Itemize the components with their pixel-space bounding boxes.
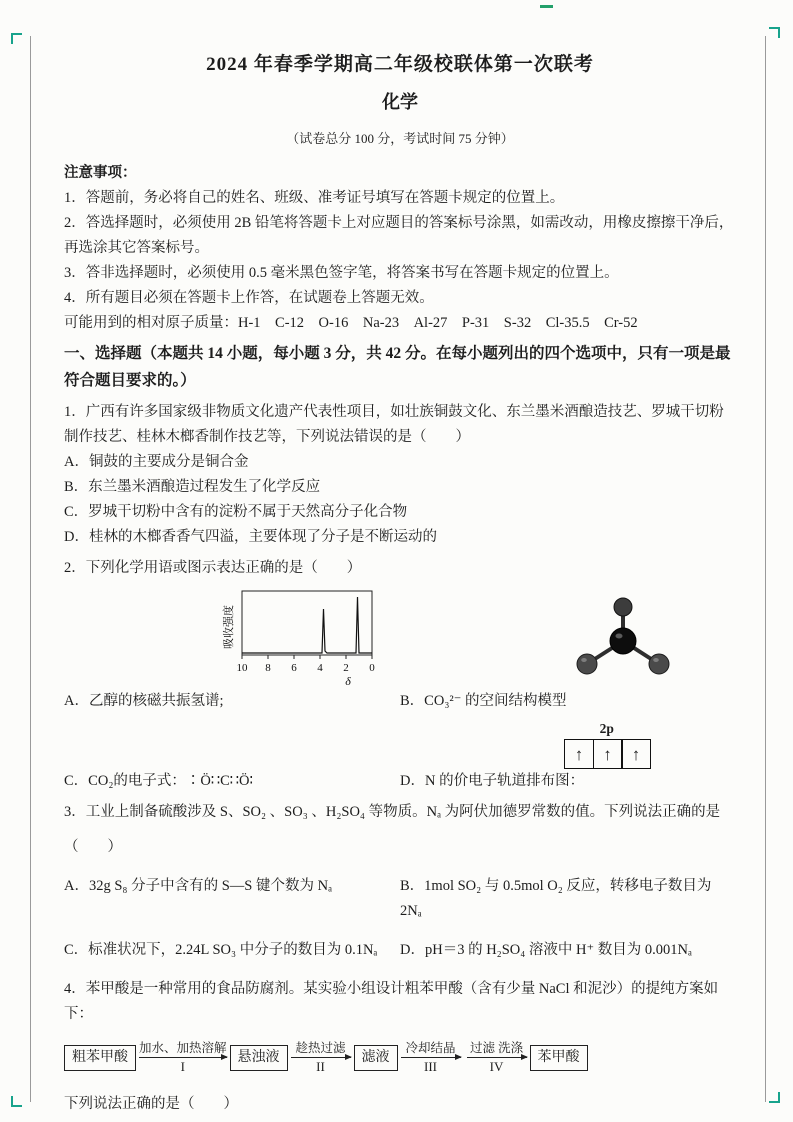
registration-mark-top-right (769, 27, 780, 38)
nmr-plot-frame (242, 591, 372, 655)
q3-option-a: A．32g S₈ 分子中含有的 S—S 键个数为 Nₐ (64, 878, 333, 894)
arrow-right-icon (467, 1057, 527, 1058)
exam-meta: （试卷总分 100 分，考试时间 75 分钟） (286, 131, 514, 146)
atom-highlight (653, 658, 659, 662)
q3-stem-parentheses: （ ） (64, 839, 122, 855)
q3-option-d: D．pH＝3 的 H₂SO₄ 溶液中 H⁺ 数目为 0.001Nₐ (400, 942, 692, 958)
q3-option-b: B．1mol SO₂ 与 0.5mol O₂ 反应，转移电子数目为 2Nₐ (400, 878, 712, 919)
notice-item-4: 4．所有题目必须在答题卡上作答，在试题卷上答题无效。 (64, 290, 434, 306)
q1-option-b: B．东兰墨米酒酿造过程发生了化学反应 (64, 479, 321, 495)
flow-box-suspension: 悬浊液 (230, 1045, 288, 1071)
nmr-tick-label: 10 (236, 662, 248, 674)
q2-option-c: C．CO₂的电子式：∶Ö∷C∷Ö∶ (64, 773, 254, 789)
arrow-right-icon (139, 1057, 227, 1058)
q2-figures (222, 587, 736, 689)
q3-option-c: C．标准状况下，2.24L SO₃ 中分子的数目为 0.1Nₐ (64, 942, 378, 958)
nmr-tick-label: 0 (369, 662, 375, 674)
exam-title: 2024 年春季学期高二年级校联体第一次联考 (206, 54, 594, 75)
flow-step-label: 趁热过滤 (295, 1041, 346, 1055)
q3-options-cd (64, 938, 736, 963)
oxygen-atom (614, 598, 632, 616)
nmr-tick-label: 6 (291, 662, 297, 674)
nmr-spectrum-chart (222, 587, 394, 689)
nmr-y-axis-label: 吸收强度 (223, 605, 235, 649)
flow-box-filtrate: 滤液 (354, 1045, 398, 1071)
oxygen-atom (577, 654, 597, 674)
notices-heading: 注意事项： (64, 165, 137, 181)
orbital-box: ↑ (593, 739, 623, 769)
carbonate-ion-model (564, 589, 682, 689)
orbital-diagram (564, 720, 650, 769)
notice-item-3: 3．答非选择题时，必须使用 0.5 毫米黑色签字笔，将答案书写在答题卡规定的位置上。 (64, 265, 619, 281)
flow-step-label: 加水、加热溶解 (139, 1041, 227, 1055)
q1-option-a: A．铜鼓的主要成分是铜合金 (64, 454, 249, 470)
q1-option-d: D．桂林的木榔香香气四溢，主要体现了分子是不断运动的 (64, 529, 437, 545)
registration-mark-bottom-right (769, 1092, 780, 1103)
registration-mark-bottom-left (11, 1096, 22, 1107)
oxygen-atom (649, 654, 669, 674)
orbital-boxes (564, 739, 650, 769)
nmr-trace (242, 597, 372, 653)
registration-dash (540, 5, 553, 8)
q2-option-a: A．乙醇的核磁共振氢谱; (64, 693, 224, 709)
section-one-heading: 一、选择题（本题共 14 小题，每小题 3 分，共 42 分。在每小题列出的四个选项中，只有一项是最符合题目要求的。） (64, 345, 731, 389)
flow-box-crude-benzoic-acid: 粗苯甲酸 (64, 1045, 136, 1071)
q4-tail: 下列说法正确的是（ ） (64, 1096, 238, 1112)
left-border-line (30, 36, 31, 1102)
subject-title: 化学 (382, 92, 418, 112)
nmr-tick-label: 8 (265, 662, 271, 674)
orbital-box: ↑ (564, 739, 594, 769)
flow-step-label: 冷却结晶 (405, 1041, 456, 1055)
notice-item-2: 2．答选择题时，必须使用 2B 铅笔将答题卡上对应题目的答案标号涂黑，如需改动，用橡皮擦擦干净后，再选涂其它答案标号。 (64, 215, 734, 256)
exam-content (64, 52, 736, 1117)
flow-step-label: 过滤 洗涤 (469, 1041, 524, 1055)
purification-flowchart (64, 1039, 736, 1076)
flow-step-2 (288, 1039, 354, 1076)
carbon-atom (610, 628, 636, 654)
q2-option-d: D．N 的价电子轨道排布图： (400, 773, 585, 789)
atom-highlight (581, 658, 587, 662)
flow-step-number: IV (489, 1059, 504, 1074)
q1-option-c: C．罗城干切粉中含有的淀粉不属于天然高分子化合物 (64, 504, 408, 520)
arrow-right-icon (291, 1057, 351, 1058)
flow-step-number: II (316, 1059, 325, 1074)
atomic-mass-line: 可能用到的相对原子质量：H-1 C-12 O-16 Na-23 Al-27 P-31 S-32 Cl-35.5 Cr-52 (64, 315, 638, 331)
flow-step-number: I (180, 1059, 185, 1074)
registration-mark-top-left (11, 33, 22, 44)
atom-highlight (616, 634, 623, 639)
flow-step-1 (136, 1039, 230, 1076)
flow-box-benzoic-acid: 苯甲酸 (530, 1045, 588, 1071)
q3-options-ab (64, 874, 736, 924)
orbital-sublevel-label: 2p (599, 721, 614, 736)
q2-options-cd (64, 769, 736, 794)
arrow-right-icon (401, 1057, 461, 1058)
q4-stem: 4．苯甲酸是一种常用的食品防腐剂。某实验小组设计粗苯甲酸（含有少量 NaCl 和泥沙）的提纯方案如下： (64, 981, 719, 1022)
orbital-box: ↑ (621, 739, 651, 769)
right-border-line (765, 36, 766, 1102)
flow-step-4 (464, 1039, 530, 1076)
flow-step-number: III (424, 1059, 438, 1074)
q3-stem: 3．工业上制备硫酸涉及 S、SO₂ 、SO₃ 、H₂SO₄ 等物质。Nₐ 为阿伏加德罗常数的值。下列说法正确的是 (64, 804, 721, 820)
q2-stem: 2．下列化学用语或图示表达正确的是（ ） (64, 560, 362, 576)
nmr-x-axis-label: δ (345, 674, 351, 688)
notice-item-1: 1．答题前，务必将自己的姓名、班级、准考证号填写在答题卡规定的位置上。 (64, 190, 565, 206)
nmr-tick-label: 4 (317, 662, 323, 674)
q2-options-ab (64, 689, 736, 714)
flow-step-3 (398, 1039, 464, 1076)
nmr-tick-label: 2 (343, 662, 349, 674)
q2-option-b: B．CO₃²⁻ 的空间结构模型 (400, 693, 567, 709)
q1-stem: 1．广西有许多国家级非物质文化遗产代表性项目，如壮族铜鼓文化、东兰墨米酒酿造技艺、罗城干切粉制作技艺、桂林木榔香制作技艺等，下列说法错误的是（ ） (64, 404, 724, 445)
